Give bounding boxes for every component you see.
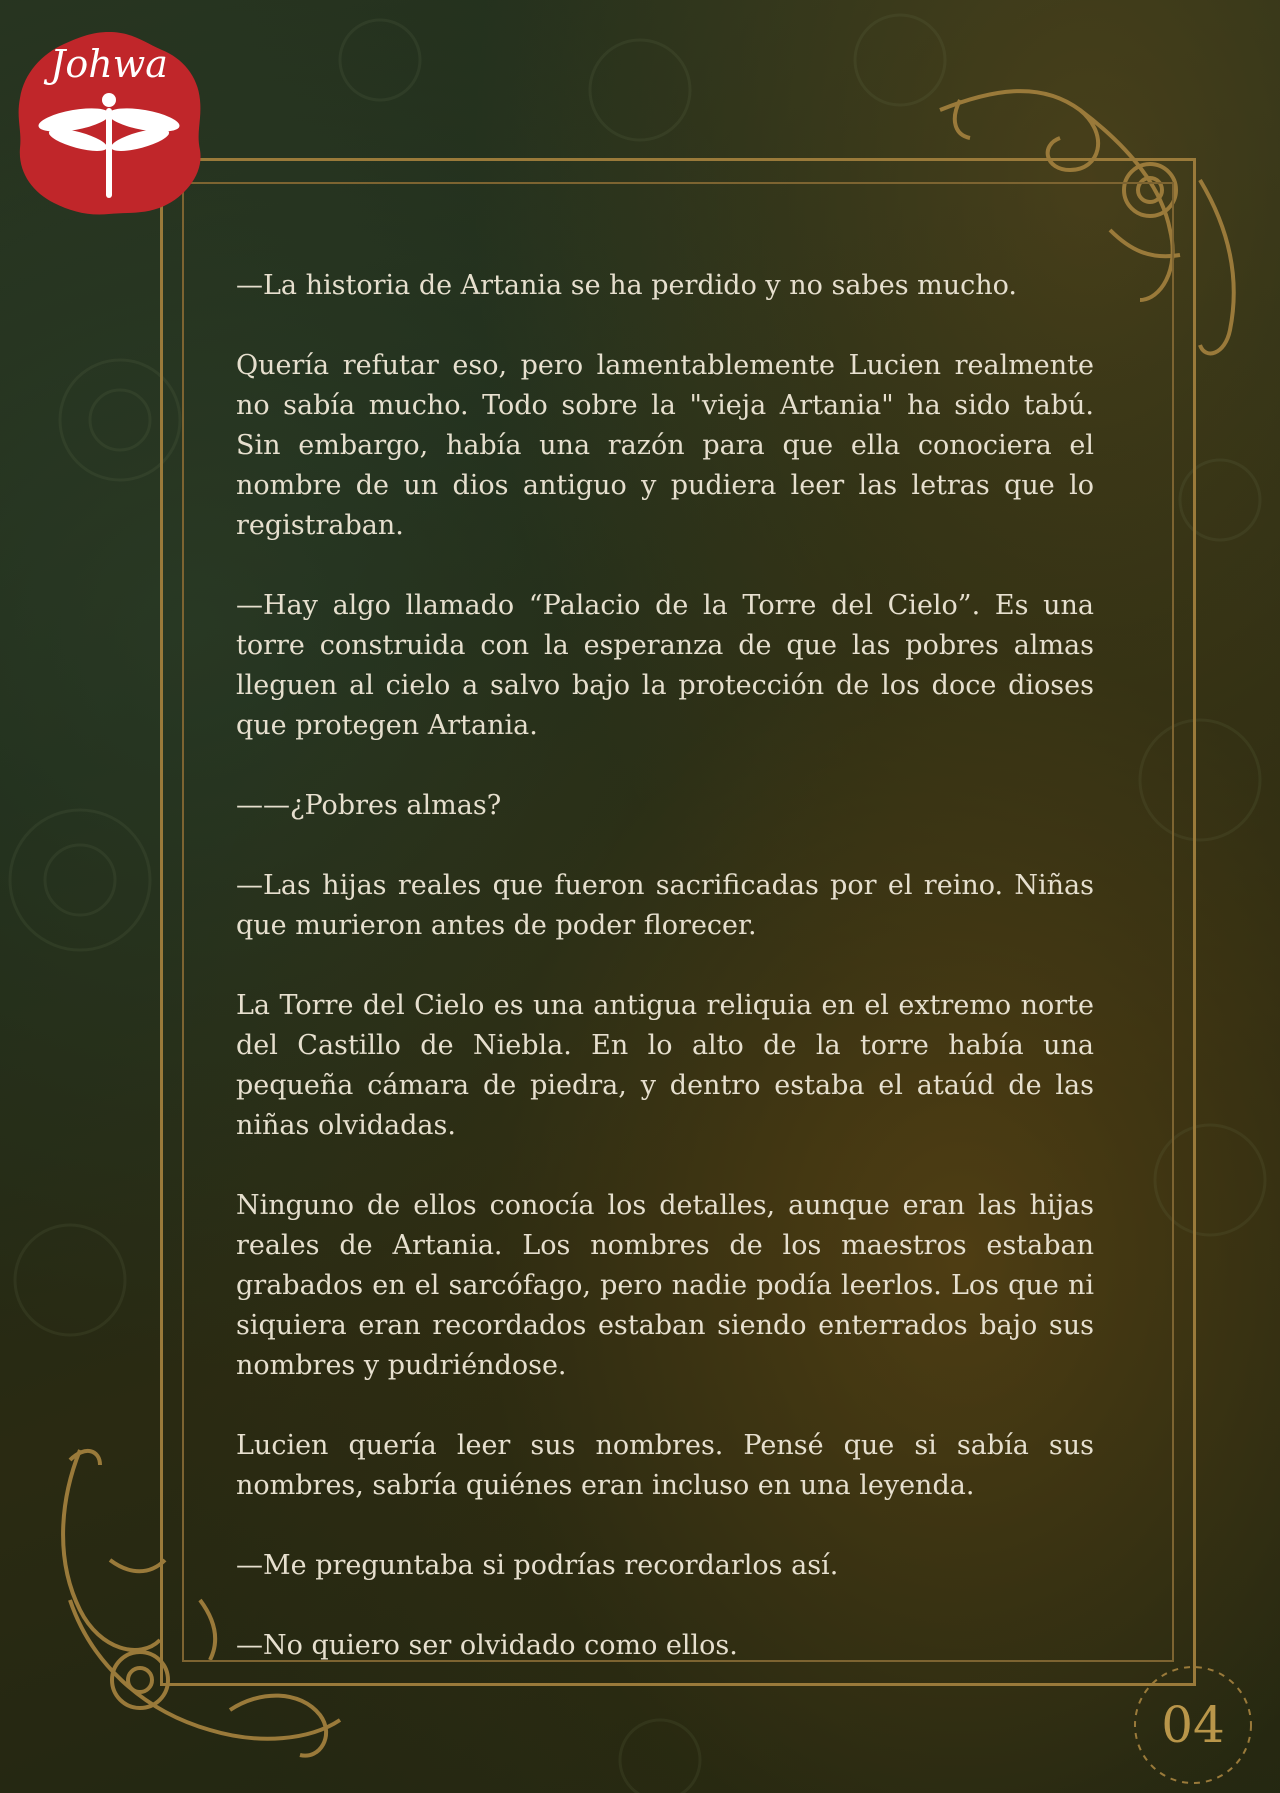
paragraph: Ninguno de ellos conocía los detalles, aunque eran las hijas reales de Artania. Los nombres de los maestros estaban grabados en el sarcófago, pero nadie podía leerlos. Los que ni siquiera eran recordados estaban siendo enterrados bajo sus nombres y pudriéndose. [236, 1190, 1094, 1381]
paragraph: —Hay algo llamado “Palacio de la Torre del Cielo”. Es una torre construida con la esperanza de que las pobres almas lleguen al cielo a salvo bajo la protección de los doce dioses que protegen Artania. [236, 590, 1094, 741]
logo-text: Johwa [50, 42, 168, 86]
paragraph: —Me preguntaba si podrías recordarlos así. [236, 1550, 839, 1581]
page-number: 04 [1161, 1696, 1225, 1754]
paragraph: Quería refutar eso, pero lamentablemente Lucien realmente no sabía mucho. Todo sobre la "vieja Artania" ha sido tabú. Sin embargo, había una razón para que ella conociera el nombre de un dios antiguo y pudiera leer las letras que lo registraban. [236, 350, 1094, 541]
paragraph: La Torre del Cielo es una antigua reliquia en el extremo norte del Castillo de Niebla. En lo alto de la torre había una pequeña cámara de piedra, y dentro estaba el ataúd de las niñas olvidadas. [236, 990, 1094, 1141]
paragraph: ——¿Pobres almas? [236, 790, 502, 821]
paragraph: —La historia de Artania se ha perdido y no sabes mucho. [236, 270, 1017, 301]
paragraph: —No quiero ser olvidado como ellos. [236, 1630, 738, 1661]
story-text [236, 266, 1094, 1706]
paragraph: —Las hijas reales que fueron sacrificadas por el reino. Niñas que murieron antes de poder florecer. [236, 870, 1094, 941]
paragraph: Lucien quería leer sus nombres. Pensé que si sabía sus nombres, sabría quiénes eran incluso en una leyenda. [236, 1430, 1094, 1501]
